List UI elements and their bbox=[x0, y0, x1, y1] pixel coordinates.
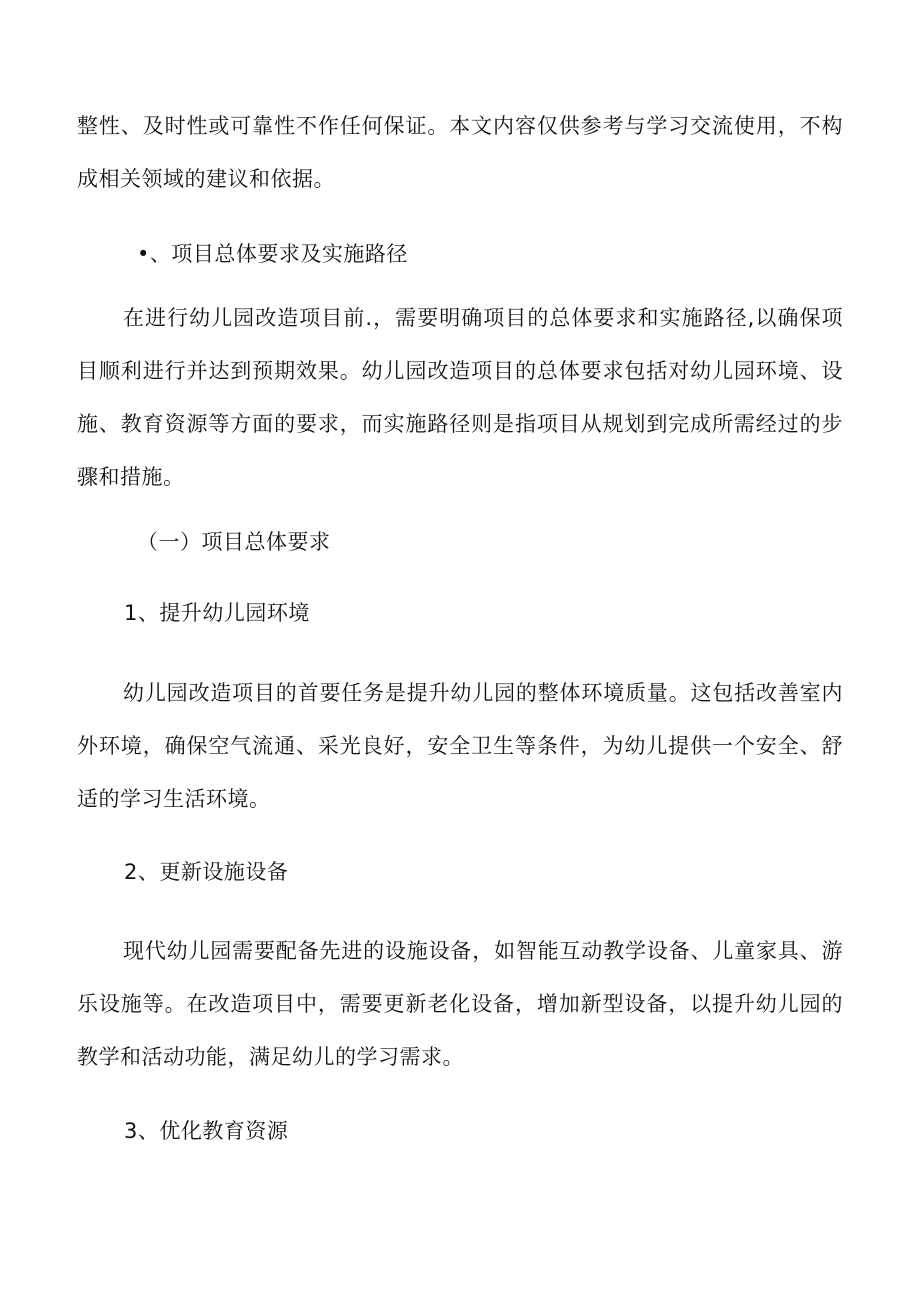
continued-paragraph: 整性、及时性或可靠性不作任何保证。本文内容仅供参考与学习交流使用，不构成相关领域的建议和依据。 bbox=[77, 114, 843, 191]
intro-paragraph: 在进行幼儿园改造项目前.，需要明确项目的总体要求和实施路径,以确保项目顺利进行并达到预期效果。幼儿园改造项目的总体要求包括对幼儿园环境、设施、教育资源等方面的要求，而实施路径则是指项目从规划到完成所需经过的步骤和措施。 bbox=[77, 306, 843, 489]
item-2-paragraph: 现代幼儿园需要配备先进的设施设备，如智能互动教学设备、儿童家具、游乐设施等。在改造项目中，需要更新老化设备，增加新型设备，以提升幼儿园的教学和活动功能，满足幼儿的学习需求。 bbox=[77, 939, 843, 1069]
item-3-heading: 3、优化教育资源 bbox=[124, 1119, 289, 1143]
item-1-paragraph: 幼儿园改造项目的首要任务是提升幼儿园的整体环境质量。这包括改善室内外环境，确保空气流通、采光良好，安全卫生等条件，为幼儿提供一个安全、舒适的学习生活环境。 bbox=[77, 681, 843, 811]
section-heading: •、项目总体要求及实施路径 bbox=[137, 242, 408, 266]
item-1-heading: 1、提升幼儿园环境 bbox=[124, 601, 310, 625]
subsection-heading: （一）项目总体要求 bbox=[137, 530, 331, 554]
item-2-heading: 2、更新设施设备 bbox=[124, 860, 289, 884]
